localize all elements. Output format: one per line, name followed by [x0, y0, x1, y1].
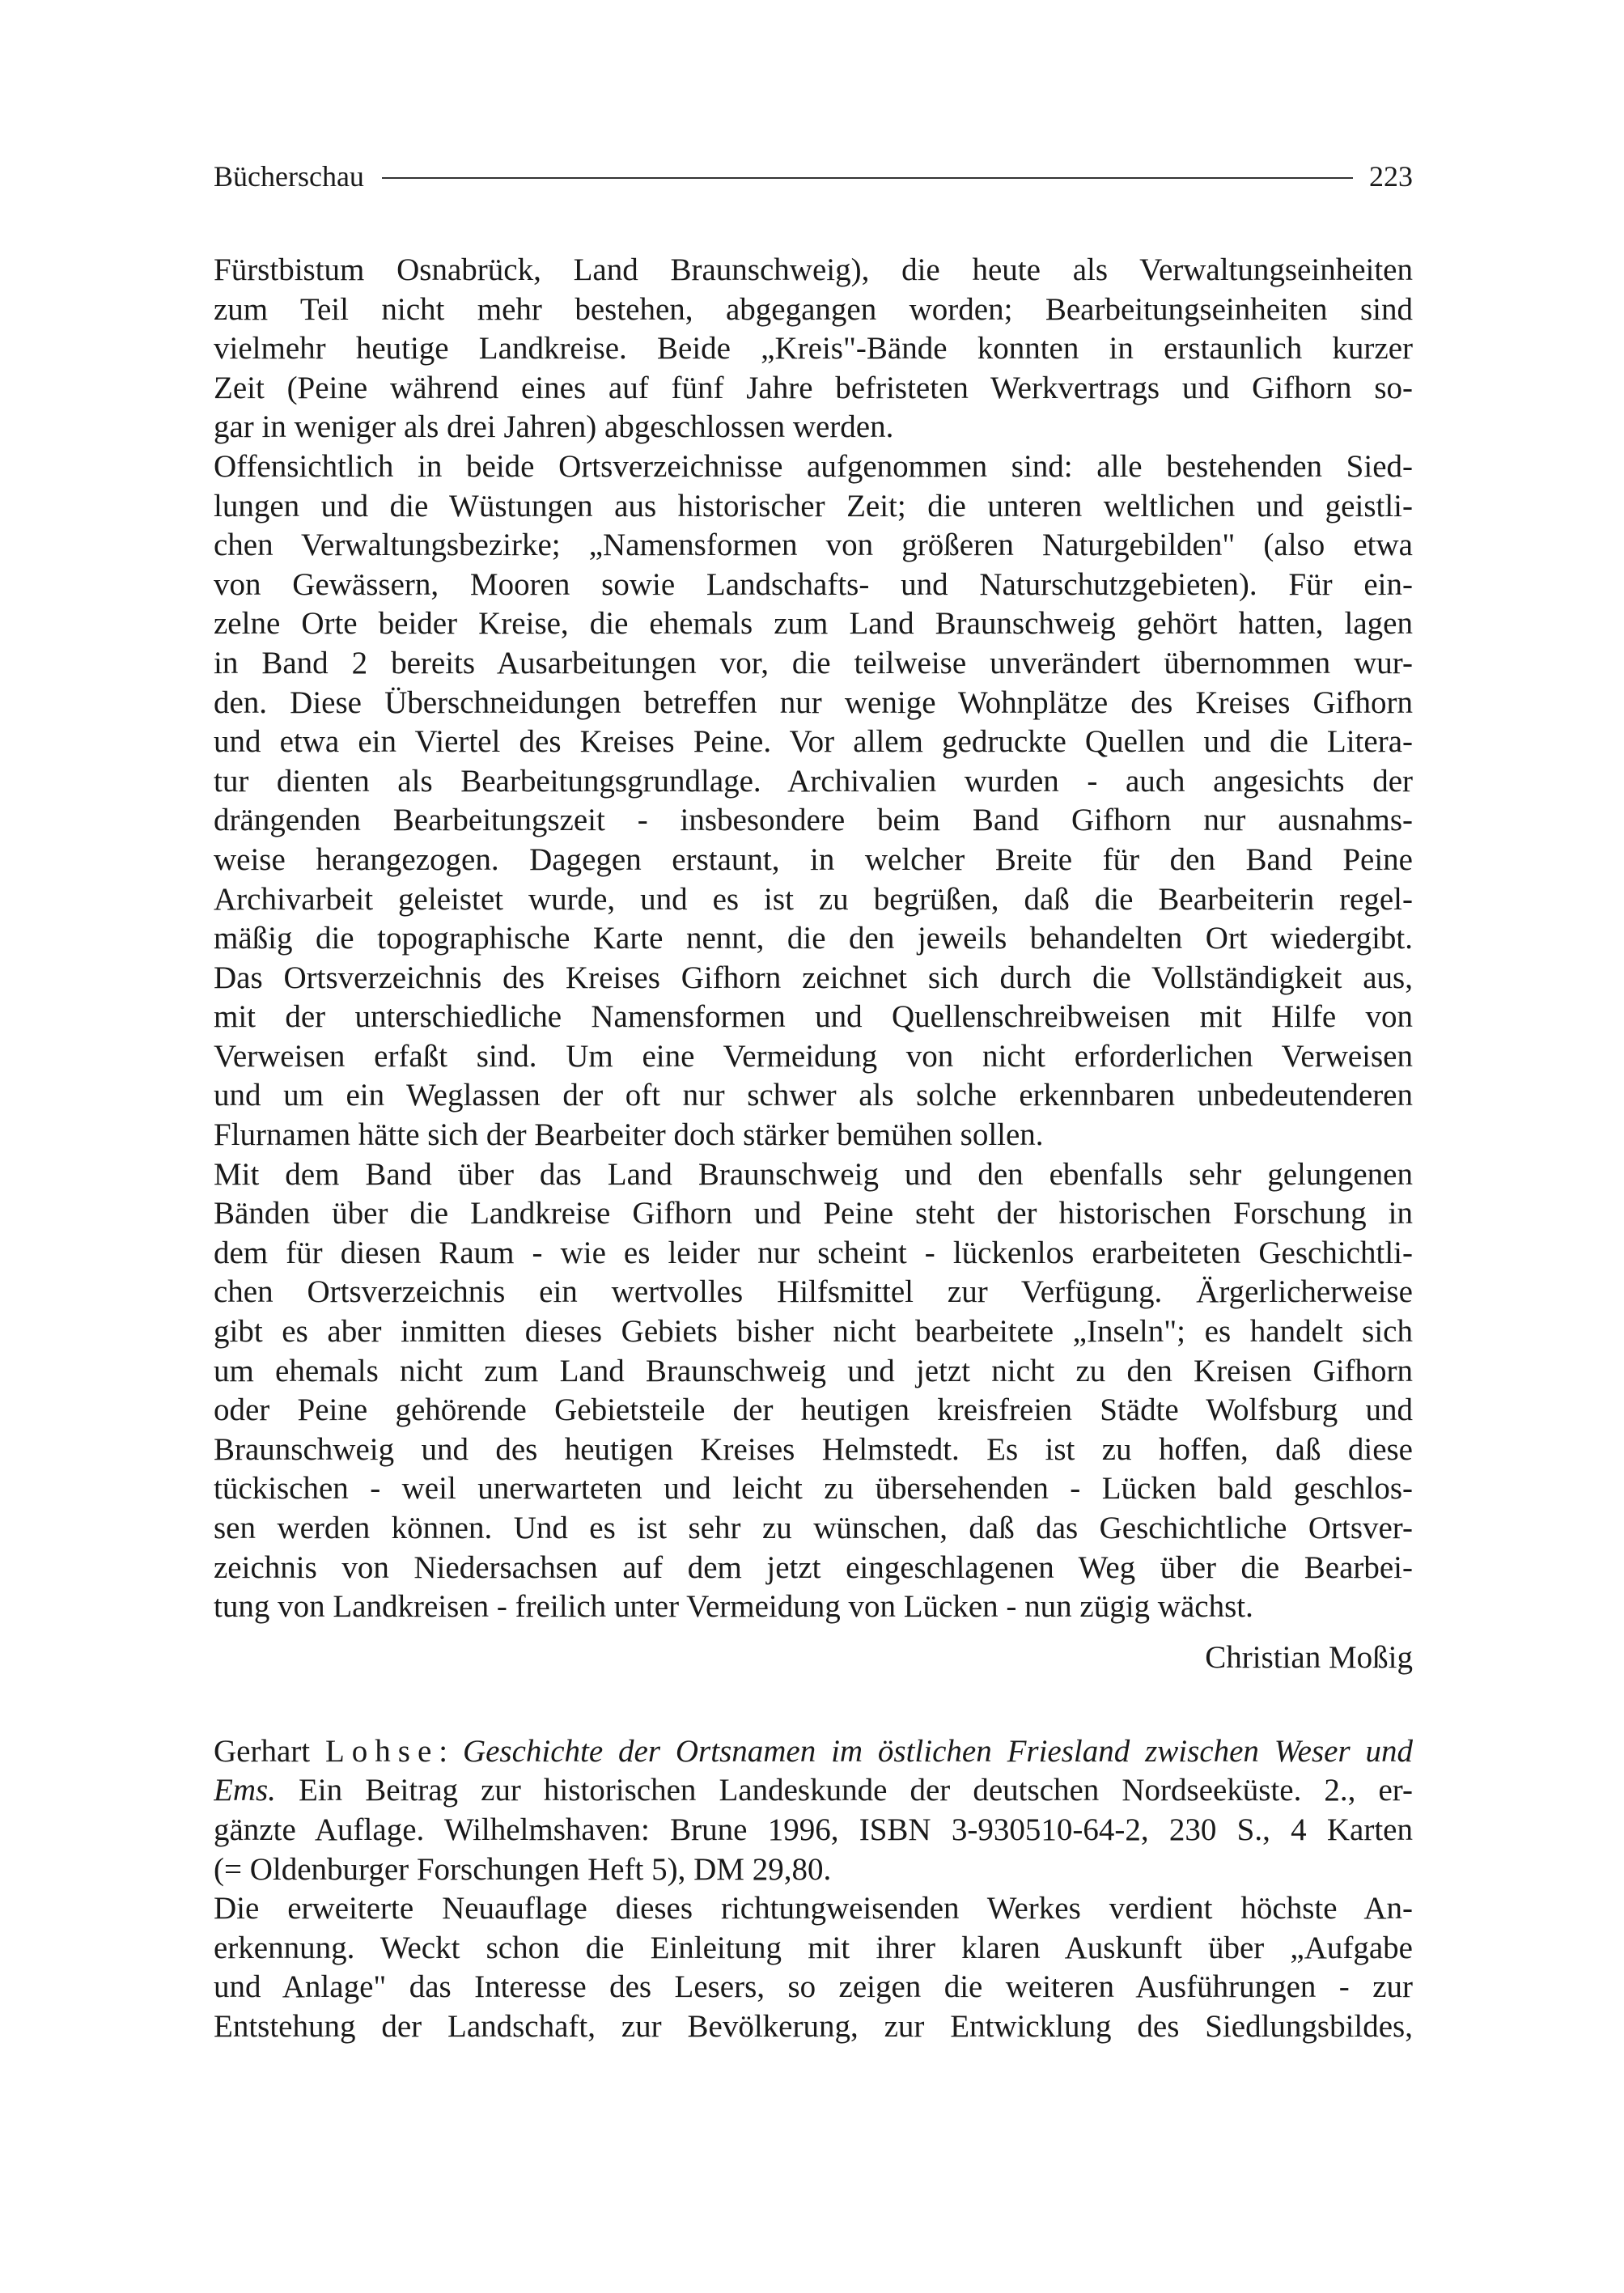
text-line: vielmehr heutige Landkreise. Beide „Kreis"-Bände konnten in erstaunlich kurzer	[214, 331, 1413, 367]
book-title-end: Ems.	[214, 1773, 276, 1808]
text-line: Das Ortsverzeichnis des Kreises Gifhorn zeichnet sich durch die Vollständigkeit aus,	[214, 960, 1413, 995]
text-line: den. Diese Überschneidungen betreffen nur wenige Wohnplätze des Kreises Gifhorn	[214, 685, 1413, 720]
text-line: in Band 2 bereits Ausarbeitungen vor, die teilweise unverändert übernommen wur-	[214, 645, 1413, 680]
text-line: Flurnamen hätte sich der Bearbeiter doch stärker bemühen sollen.	[214, 1117, 1044, 1153]
text-line: zeichnis von Niedersachsen auf dem jetzt eingeschlagenen Weg über die Bearbei-	[214, 1549, 1413, 1585]
section-title: Bücherschau	[214, 160, 364, 193]
text-line: mit der unterschiedliche Namensformen und Quellenschreibweisen mit Hilfe von	[214, 999, 1413, 1035]
text-line: erkennung. Weckt schon die Einleitung mit ihrer klaren Auskunft über „Aufgabe	[214, 1930, 1413, 1965]
text-line: und Anlage" das Interesse des Lesers, so zeigen die weiteren Ausführungen - zur	[214, 1969, 1413, 2005]
text-line: Verweisen erfaßt sind. Um eine Vermeidung von nicht erforderlichen Verweisen	[214, 1038, 1413, 1074]
reviewed-author-last: Lohse	[324, 1733, 439, 1769]
text-line: und etwa ein Viertel des Kreises Peine. Vor allem gedruckte Quellen und die Litera-	[214, 724, 1413, 760]
text-line: Bänden über die Landkreise Gifhorn und Peine steht der historischen Forschung in	[214, 1196, 1413, 1231]
text-line: oder Peine gehörende Gebietsteile der heutigen kreisfreien Städte Wolfsburg und	[214, 1392, 1413, 1428]
text-line: sen werden können. Und es ist sehr zu wünschen, daß das Geschichtliche Ortsver-	[214, 1511, 1413, 1545]
text-line: tückischen - weil unerwarteten und leicht zu übersehenden - Lücken bald geschlos-	[214, 1471, 1413, 1507]
bib-line	[214, 1771, 1413, 1811]
text-line: dem für diesen Raum - wie es leider nur scheint - lückenlos erarbeiteten Geschichtli-	[214, 1235, 1413, 1270]
review1-author: Christian Moßig	[1205, 1639, 1413, 1675]
text-line: chen Verwaltungsbezirke; „Namensformen von größeren Naturgebilden" (also etwa	[214, 528, 1413, 563]
header-rule	[382, 177, 1353, 179]
review1-body	[214, 251, 1413, 1627]
text-line: tur dienten als Bearbeitungsgrundlage. Archivalien wurden - auch angesichts der	[214, 763, 1413, 799]
text-line: gibt es aber inmitten dieses Gebiets bisher nicht bearbeitete „Inseln"; es handelt sich	[214, 1314, 1413, 1350]
book-subtitle: Ein Beitrag zur historischen Landeskunde der deutschen Nordseeküste. 2., er-	[275, 1773, 1413, 1808]
text-line: um ehemals nicht zum Land Braunschweig und jetzt nicht zu den Kreisen Gifhorn	[214, 1353, 1413, 1388]
text-line: gar in weniger als drei Jahren) abgeschlossen werden.	[214, 409, 894, 445]
text-line: zelne Orte beider Kreise, die ehemals zum Land Braunschweig gehört hatten, lagen	[214, 606, 1413, 642]
book-title: Geschichte der Ortsnamen im östlichen Friesland zwischen Weser und	[462, 1733, 1413, 1769]
text-line: weise herangezogen. Dagegen erstaunt, in welcher Breite für den Band Peine	[214, 841, 1413, 877]
text-line: Fürstbistum Osnabrück, Land Braunschweig), die heute als Verwaltungseinheiten	[214, 252, 1413, 287]
text-line: drängenden Bearbeitungszeit - insbesondere beim Band Gifhorn nur ausnahms-	[214, 803, 1413, 838]
text-line: Mit dem Band über das Land Braunschweig und den ebenfalls sehr gelungenen	[214, 1156, 1413, 1192]
text-line: und um ein Weglassen der oft nur schwer als solche erkennbaren unbedeutenderen	[214, 1078, 1413, 1113]
bib-line: (= Oldenburger Forschungen Heft 5), DM 29,80.	[214, 1851, 832, 1887]
text-line: Die erweiterte Neuauflage dieses richtungweisenden Werkes verdient höchste An-	[214, 1891, 1413, 1926]
author-colon: :	[439, 1733, 463, 1769]
bib-line: gänzte Auflage. Wilhelmshaven: Brune 1996, ISBN 3-930510-64-2, 230 S., 4 Karten	[214, 1812, 1413, 1847]
text-line: Braunschweig und des heutigen Kreises Helmstedt. Es ist zu hoffen, daß diese	[214, 1431, 1413, 1467]
bib-line	[214, 1732, 1413, 1772]
text-line: lungen und die Wüstungen aus historischer Zeit; die unteren weltlichen und geistli-	[214, 488, 1413, 523]
page-number: 223	[1369, 160, 1413, 193]
text-line: von Gewässern, Mooren sowie Landschafts- und Naturschutzgebieten). Für ein-	[214, 566, 1413, 602]
text-line: Offensichtlich in beide Ortsverzeichnisse aufgenommen sind: alle bestehenden Sied-	[214, 448, 1413, 484]
text-line: chen Ortsverzeichnis ein wertvolles Hilfsmittel zur Verfügung. Ärgerlicherweise	[214, 1274, 1413, 1310]
text-line: Entstehung der Landschaft, zur Bevölkerung, zur Entwicklung des Siedlungsbildes,	[214, 2008, 1413, 2044]
text-line: tung von Landkreisen - freilich unter Vermeidung von Lücken - nun zügig wächst.	[214, 1589, 1253, 1625]
text-line: zum Teil nicht mehr bestehen, abgegangen worden; Bearbeitungseinheiten sind	[214, 291, 1413, 327]
text-line: Zeit (Peine während eines auf fünf Jahre befristeten Werkvertrags und Gifhorn so-	[214, 370, 1413, 405]
running-header	[214, 154, 1413, 199]
reviewed-author-first: Gerhart	[214, 1733, 325, 1769]
review2-bibliography	[214, 1732, 1413, 1889]
page	[214, 154, 1413, 2047]
text-line: mäßig die topographische Karte nennt, die den jeweils behandelten Ort wiedergibt.	[214, 921, 1413, 956]
text-line: Archivarbeit geleistet wurde, und es ist zu begrüßen, daß die Bearbeiterin regel-	[214, 881, 1413, 917]
review2-body	[214, 1889, 1413, 2046]
